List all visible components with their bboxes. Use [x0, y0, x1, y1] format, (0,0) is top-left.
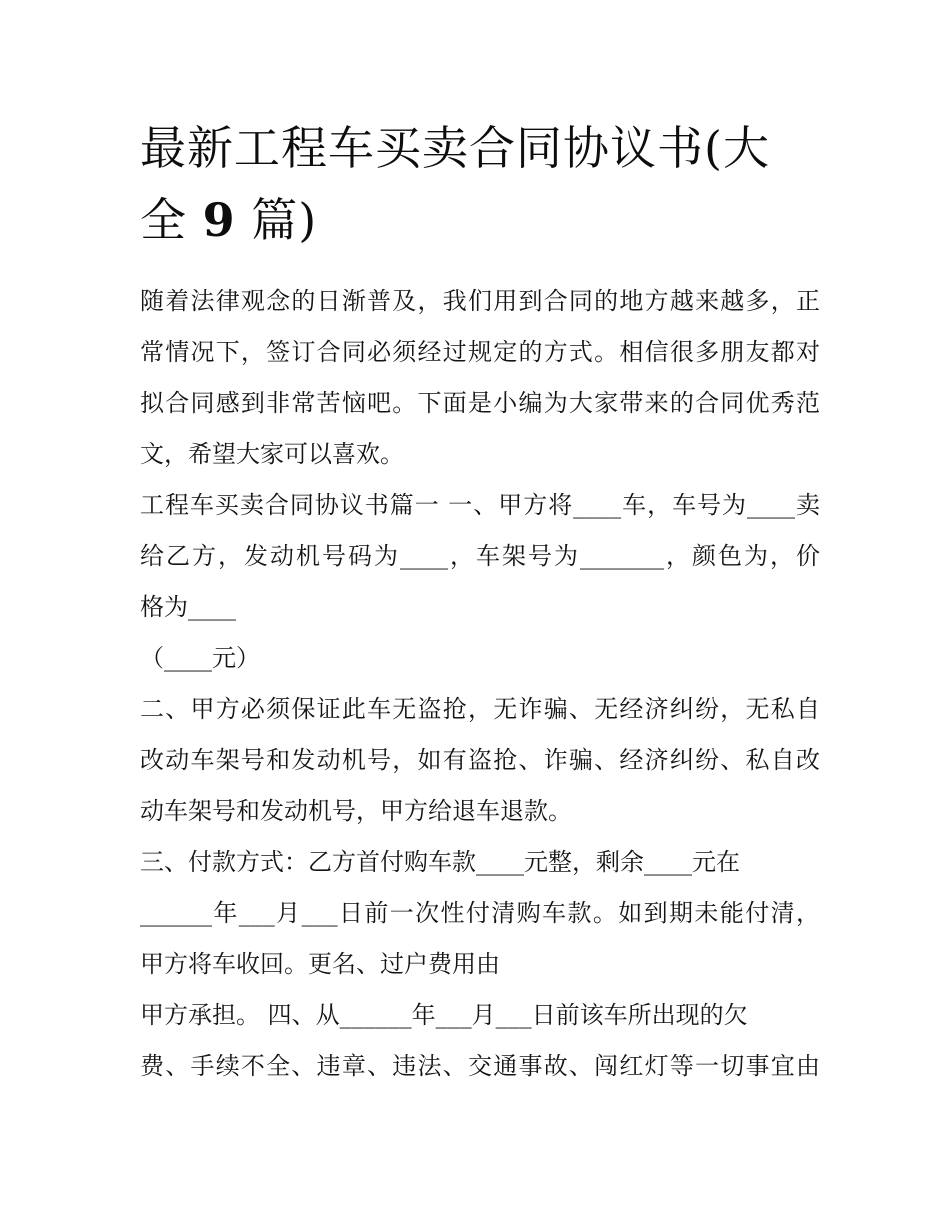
text-line: 工程车买卖合同协议书篇一 一、甲方将____车，车号为____卖: [140, 491, 820, 519]
text-line: 格为____: [140, 593, 236, 621]
text-line: 常情况下，签订合同必须经过规定的方式。相信很多朋友都对: [140, 338, 820, 366]
text-line: 改动车架号和发动机号，如有盗抢、诈骗、经济纠纷、私自改: [140, 746, 820, 774]
text-line: 二、甲方必须保证此车无盗抢，无诈骗、无经济纠纷，无私自: [140, 695, 820, 723]
text-line: ______年___月___日前一次性付清购车款。如到期未能付清，: [140, 899, 820, 927]
text-line: 文，希望大家可以喜欢。: [140, 440, 404, 468]
text-line: 三、付款方式：乙方首付购车款____元整，剩余____元在: [140, 848, 740, 876]
text-line: 动车架号和发动机号，甲方给退车退款。: [140, 797, 572, 825]
text-line: 拟合同感到非常苦恼吧。下面是小编为大家带来的合同优秀范: [140, 389, 820, 417]
text-line: 甲方承担。 四、从______年___月___日前该车所出现的欠: [140, 1001, 748, 1029]
text-line: 费、手续不全、违章、违法、交通事故、闯红灯等一切事宜由: [140, 1052, 820, 1080]
text-line: 甲方将车收回。更名、过户费用由: [140, 950, 500, 978]
text-line: （____元）: [140, 644, 260, 672]
document-body: [140, 276, 820, 1092]
title-line-2: 全 9 篇): [140, 193, 318, 247]
text-line: 随着法律观念的日渐普及，我们用到合同的地方越来越多，正: [140, 287, 820, 315]
title-line-1: 最新工程车买卖合同协议书(大: [140, 121, 770, 175]
text-line: 给乙方，发动机号码为____，车架号为_______，颜色为，价: [140, 542, 820, 570]
document-title: [140, 112, 820, 256]
